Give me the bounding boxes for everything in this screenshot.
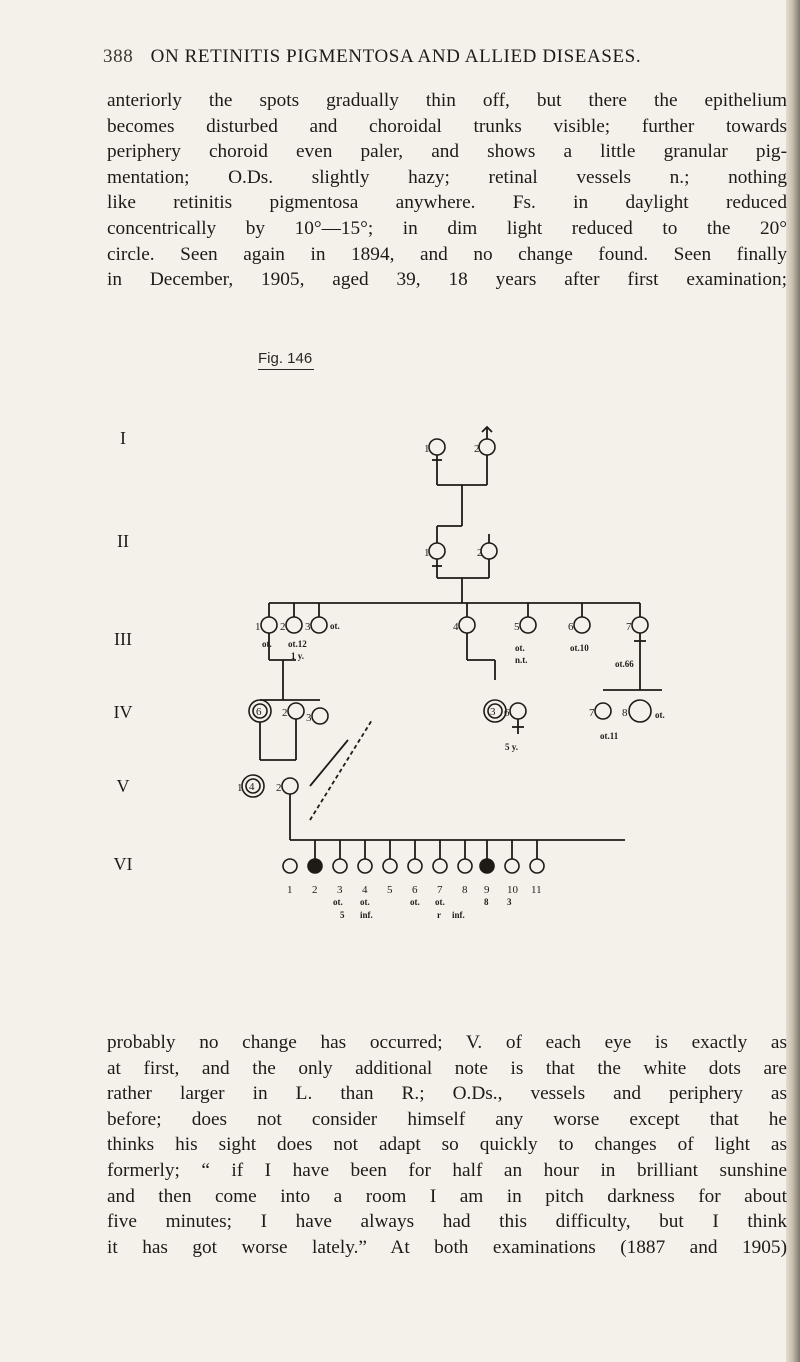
gen2-couple: [269, 534, 640, 603]
annotation: ot.: [655, 710, 665, 720]
annotation: ot.: [410, 897, 420, 907]
text-line: at first, and the only additional note is that the white dots are: [107, 1057, 787, 1079]
text-line: concentrically by 10°—15°; in dim light reduced to the 20°: [107, 217, 787, 239]
female-symbol: [288, 703, 304, 719]
individual-number: 1: [255, 621, 261, 633]
individual-number: 7: [437, 884, 443, 896]
figure-label: Fig. 146: [258, 350, 313, 367]
affected-symbol: [480, 859, 494, 873]
individual-number: 7: [589, 707, 595, 719]
female-symbol: [429, 543, 445, 559]
individual-number: 2: [477, 547, 483, 559]
text-line: five minutes; I have always had this difficulty, but I think: [107, 1211, 787, 1233]
annotation: 8: [484, 897, 489, 907]
male-symbol: [311, 617, 327, 633]
gen6-siblings: [283, 820, 625, 920]
individual-number: 1: [424, 547, 430, 559]
annotation: ot.: [330, 621, 340, 631]
text-line: probably no change has occurred; V. of each eye is exactly as: [107, 1032, 787, 1053]
individual-number: 1: [237, 782, 243, 794]
text-line: and then come into a room I am in pitch darkness for about: [107, 1185, 787, 1207]
annotation: 3: [507, 897, 512, 907]
male-symbol: [333, 859, 347, 873]
gen4-group: [249, 633, 665, 752]
individual-number: 4: [453, 621, 459, 633]
page-number: 388: [103, 46, 134, 67]
female-symbol: [632, 617, 648, 633]
individual-number: 2: [282, 707, 288, 719]
female-symbol: [505, 859, 519, 873]
individual-number: 7: [626, 621, 632, 633]
female-symbol: [429, 439, 445, 455]
individual-number: 8: [622, 707, 628, 719]
individual-number: 2: [280, 621, 286, 633]
male-symbol: [358, 859, 372, 873]
male-symbol: [433, 859, 447, 873]
annotation: inf.: [452, 910, 465, 920]
annotation: ot.: [333, 897, 343, 907]
generation-label-III: III: [114, 629, 132, 649]
annotation: r: [437, 910, 441, 920]
annotation: 5: [340, 910, 345, 920]
individual-number: 5: [387, 884, 393, 896]
individual-number: 2: [474, 443, 480, 455]
individual-number: 10: [507, 884, 518, 896]
male-symbol: [312, 708, 328, 724]
annotation: ot.11: [600, 731, 619, 741]
annotation: ot.: [262, 639, 272, 649]
annotation: inf.: [360, 910, 373, 920]
running-title: ON RETINITIS PIGMENTOSA AND ALLIED DISEASES.: [150, 46, 642, 67]
individual-number: 6: [504, 707, 510, 719]
text-line: like retinitis pigmentosa anywhere. Fs. in daylight reduced: [107, 192, 787, 214]
annotation: ot.10: [570, 643, 589, 653]
individual-number: 5: [514, 621, 520, 633]
generation-label-IV: IV: [113, 702, 133, 722]
male-symbol: [595, 703, 611, 719]
individual-number: 4: [362, 884, 368, 896]
male-symbol: [408, 859, 422, 873]
male-symbol: [520, 617, 536, 633]
text-line: periphery choroid even paler, and shows a little granular pig-: [107, 141, 787, 163]
female-symbol: [282, 778, 298, 794]
text-line: becomes disturbed and choroidal trunks visible; further towards: [107, 115, 787, 137]
individual-number: 4: [249, 781, 255, 793]
individual-number: 3: [306, 712, 312, 724]
male-symbol: [481, 543, 497, 559]
text-line: rather larger in L. than R.; O.Ds., vessels and periphery as: [107, 1083, 787, 1105]
text-line: formerly; “ if I have been for half an hour in brilliant sunshine: [107, 1159, 787, 1181]
male-symbol: [286, 617, 302, 633]
male-symbol: [383, 859, 397, 873]
text-line: thinks his sight does not adapt so quickly to changes of light as: [107, 1134, 787, 1156]
text-line: anteriorly the spots gradually thin off, but there the epithelium: [107, 90, 787, 111]
generation-label-VI: VI: [113, 854, 133, 874]
annotation: ot.: [515, 643, 525, 653]
individual-number: 6: [412, 884, 418, 896]
generation-label-II: II: [117, 531, 129, 551]
individual-number: 1: [424, 443, 430, 455]
gen1-couple: [424, 427, 495, 543]
individual-number: 3: [337, 884, 343, 896]
individual-number: 3: [305, 621, 311, 633]
individual-number: 2: [312, 884, 318, 896]
individual-number: 8: [462, 884, 468, 896]
male-symbol: [459, 617, 475, 633]
annotation: ot.: [435, 897, 445, 907]
annotation: ot.12: [288, 639, 307, 649]
male-symbol: [261, 617, 277, 633]
male-symbol: [574, 617, 590, 633]
generation-label-I: I: [120, 428, 126, 448]
affected-male-symbol: [629, 700, 651, 722]
gen3-siblings: [255, 603, 648, 669]
annotation: ot.: [360, 897, 370, 907]
text-line: mentation; O.Ds. slightly hazy; retinal vessels n.; nothing: [107, 166, 787, 188]
text-line: it has got worse lately.” At both examinations (1887 and 1905): [107, 1236, 787, 1258]
text-line: circle. Seen again in 1894, and no change found. Seen finally: [107, 243, 787, 265]
female-symbol: [510, 703, 526, 719]
annotation: 5 y.: [505, 742, 519, 752]
female-symbol: [283, 859, 297, 873]
individual-number: 6: [568, 621, 574, 633]
paragraph-bottom: [107, 1030, 787, 1260]
text-line: before; does not consider himself any worse except that he: [107, 1108, 787, 1130]
annotation: 1 y.: [291, 651, 305, 661]
affected-symbol: [308, 859, 322, 873]
male-symbol: [530, 859, 544, 873]
text-line: in December, 1905, aged 39, 18 years after first examination;: [107, 269, 787, 291]
individual-number: 11: [531, 884, 542, 896]
generation-label-V: V: [116, 776, 130, 796]
individual-number: 1: [287, 884, 293, 896]
male-symbol: [458, 859, 472, 873]
individual-number: 6: [256, 706, 262, 718]
annotation: ot.66: [615, 659, 634, 669]
annotation: n.t.: [515, 655, 528, 665]
individual-number: 2: [276, 782, 282, 794]
individual-number: 3: [490, 706, 496, 718]
male-symbol: [479, 439, 495, 455]
individual-number: 9: [484, 884, 490, 896]
gen5-couple: [237, 720, 372, 820]
